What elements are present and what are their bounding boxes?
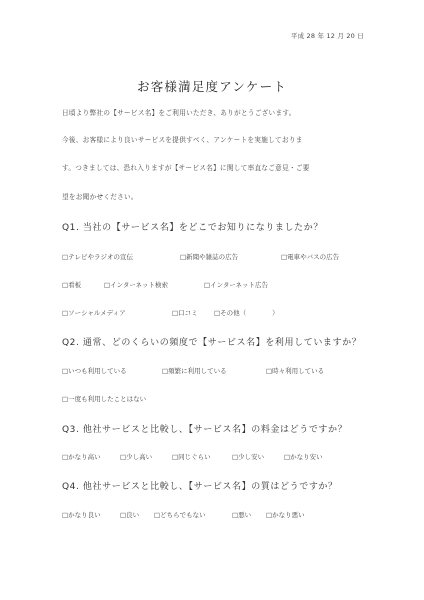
q3-option-slightly-higher[interactable]: □少し高い [120,453,153,461]
question-4: Q4. 他社サービスと比較し、【サービス名】の質はどうですか？ [62,482,338,492]
intro-line-2: 今後、お客様により良いサービスを提供すべく、アンケートを実施しておりま [62,136,303,144]
question-1: Q1. 当社の【サービス名】をどこでお知りになりましたか？ [62,223,323,233]
q2-option-sometimes[interactable]: □時々利用している [266,367,325,375]
q1-option-word-of-mouth[interactable]: □口コミ [172,309,198,317]
q3-option-much-cheaper[interactable]: □かなり安い [284,453,323,461]
question-2: Q2. 通常、どのくらいの頻度で【サービス名】を利用していますか？ [62,338,362,348]
q3-option-same[interactable]: □同じぐらい [172,453,211,461]
intro-line-3: す。つきましては、恐れ入りますが【サービス名】に関して率直なご意見・ご要 [62,164,310,172]
q3-option-slightly-cheaper[interactable]: □少し安い [232,453,265,461]
q1-option-newspaper[interactable]: □新聞や雑誌の広告 [180,253,239,261]
document-title: お客様満足度アンケート [137,79,287,94]
q2-option-never[interactable]: □一度も利用したことはない [62,395,147,403]
q2-option-frequently[interactable]: □頻繁に利用している [162,367,227,375]
q4-option-very-good[interactable]: □かなり良い [62,511,101,519]
q2-option-always[interactable]: □いつも利用している [62,367,127,375]
q1-option-social-media[interactable]: □ソーシャルメディア [62,309,126,317]
q1-option-signboard[interactable]: □看板 [62,281,82,289]
q4-option-good[interactable]: □良い [120,511,140,519]
q4-option-neutral[interactable]: □どちらでもない [154,511,206,519]
intro-line-4: 望をお聞かせください。 [62,193,138,201]
question-3: Q3. 他社サービスと比較し、【サービス名】の料金はどうですか？ [62,425,348,435]
q1-option-internet-search[interactable]: □インターネット検索 [104,281,169,289]
q3-option-much-higher[interactable]: □かなり高い [62,453,101,461]
q4-option-very-bad[interactable]: □かなり悪い [266,511,305,519]
intro-line-1: 日頃より弊社の【サービス名】をご利用いただき、ありがとうございます。 [62,109,296,117]
q1-option-train-bus[interactable]: □電車やバスの広告 [281,253,340,261]
document-date: 平成 28 年 12 月 20 日 [290,32,364,40]
q1-option-other[interactable]: □その他（ ） [214,309,279,317]
q1-option-tv-radio[interactable]: □テレビやラジオの宣伝 [62,253,134,261]
q1-option-internet-ad[interactable]: □インターネット広告 [204,281,269,289]
q4-option-bad[interactable]: □悪い [232,511,252,519]
